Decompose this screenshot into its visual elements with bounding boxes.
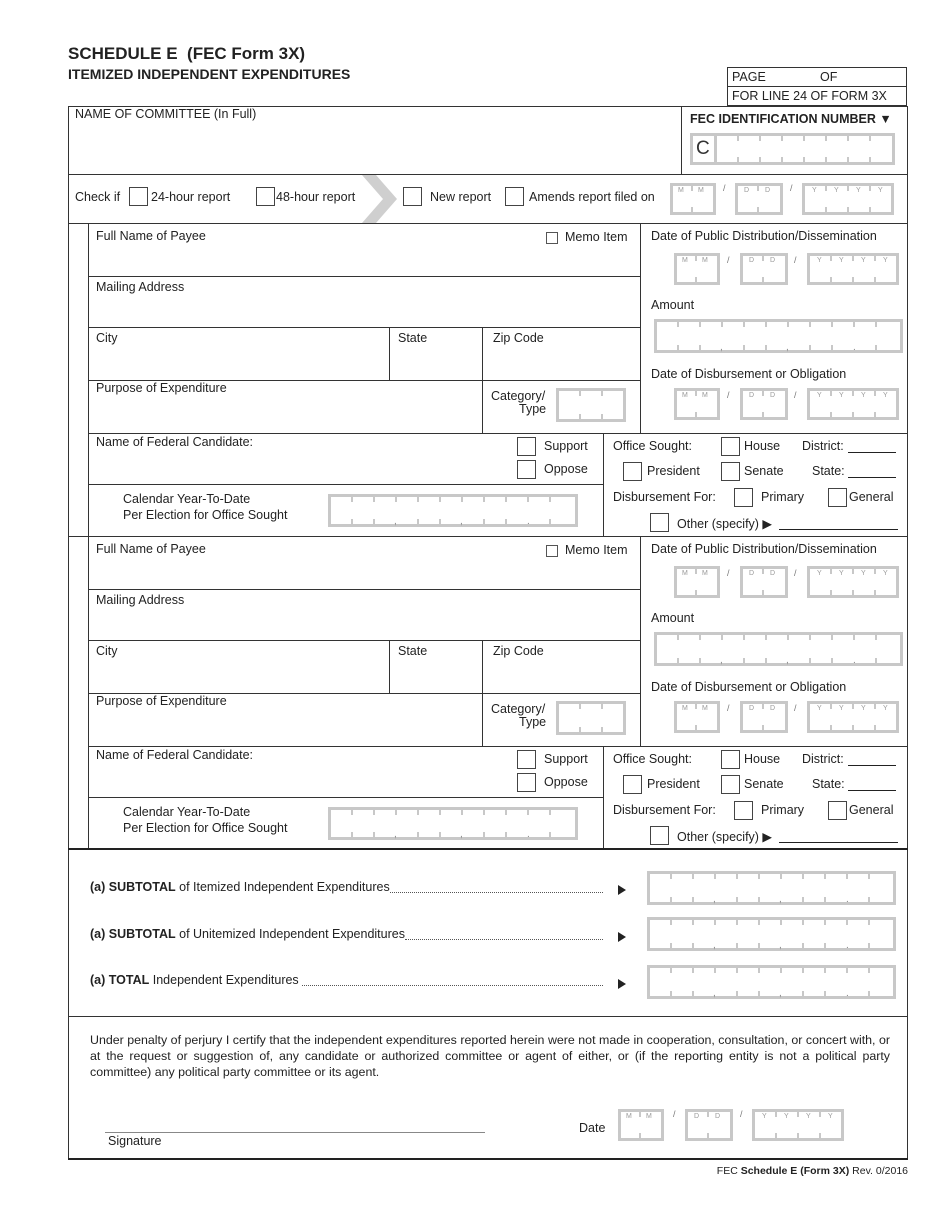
subtotal-itemized-amount[interactable]: , , . (647, 871, 896, 905)
candidate-label: Name of Federal Candidate: (96, 435, 254, 449)
other-checkbox[interactable] (650, 826, 669, 845)
city-label: City (96, 331, 118, 345)
committee-name-label: NAME OF COMMITTEE (In Full) (75, 107, 257, 121)
category-label-1: Category/ (491, 389, 546, 403)
fec-id-field[interactable] (690, 133, 895, 165)
certification-date-day[interactable]: D D (685, 1109, 733, 1141)
senate-checkbox[interactable] (721, 775, 740, 794)
signature-label: Signature (108, 1134, 162, 1148)
disbursement-date-month[interactable]: M M (674, 701, 720, 733)
subtotal-unitemized-amount[interactable]: , , . (647, 917, 896, 951)
district-label: District: (802, 439, 844, 453)
entry-2: Full Name of Payee Memo Item Date of Public Distribution/Dissemination M M / D D / Y Y Y Y Mailing Address Amount , , . City State Zip Code Date of Disbursement or Obligation Purpose of Expenditure Category/ Type M M / D D / Y Y Y Y Name of Federal Candidate: Support Oppose Office Sought: House District: President Senate State: Calendar Year-To-Date Per Election for Office Sought , , . Disbursement For: Primary General Other (specify) ▶ (68, 536, 908, 849)
fec-id-prefix: C (696, 138, 710, 159)
district-field[interactable] (848, 452, 896, 453)
ytd-label-1: Calendar Year-To-Date (123, 492, 251, 506)
dissemination-label: Date of Public Distribution/Dissemination (651, 542, 877, 556)
subtotal-itemized-label: (a) SUBTOTAL of Itemized Independent Expenditures (90, 880, 390, 894)
house-label: House (744, 752, 781, 766)
category-label-2: Type (519, 715, 547, 729)
state-field[interactable] (848, 477, 896, 478)
new-report-label: New report (430, 190, 492, 204)
category-field[interactable] (556, 388, 626, 422)
other-label: Other (specify) ▶ (677, 830, 773, 844)
page-box (727, 67, 907, 106)
disbursement-date-day[interactable]: D D (740, 388, 788, 420)
district-label: District: (802, 752, 844, 766)
other-checkbox[interactable] (650, 513, 669, 532)
category-field[interactable] (556, 701, 626, 735)
primary-checkbox[interactable] (734, 488, 753, 507)
footer (717, 1165, 908, 1177)
amends-date-month[interactable]: M M (670, 183, 716, 215)
president-checkbox[interactable] (623, 462, 642, 481)
dissemination-date-year[interactable]: Y Y Y Y (807, 566, 899, 598)
city-label: City (96, 644, 118, 658)
zip-label: Zip Code (493, 644, 544, 658)
senate-label: Senate (744, 777, 784, 791)
purpose-label: Purpose of Expenditure (96, 694, 227, 708)
footer-form-name: Schedule E (Form 3X) (740, 1165, 850, 1177)
disbursement-date-label: Date of Disbursement or Obligation (651, 367, 847, 381)
general-label: General (849, 803, 894, 817)
office-sought-label: Office Sought: (613, 439, 692, 453)
page-label: PAGE (732, 70, 766, 84)
support-label: Support (544, 752, 588, 766)
form-subtitle: ITEMIZED INDEPENDENT EXPENDITURES (68, 66, 351, 82)
dissemination-date-day[interactable]: D D (740, 253, 788, 285)
senate-checkbox[interactable] (721, 462, 740, 481)
amount-field[interactable]: , , . (654, 632, 903, 666)
state-label: State (398, 644, 428, 658)
amends-date-year[interactable]: Y Y Y Y (802, 183, 894, 215)
24-hour-checkbox[interactable] (129, 187, 148, 206)
dissemination-date-month[interactable]: M M (674, 566, 720, 598)
purpose-label: Purpose of Expenditure (96, 381, 227, 395)
office-sought-label: Office Sought: (613, 752, 692, 766)
amends-date-day[interactable]: D D (735, 183, 783, 215)
of-label: OF (820, 70, 838, 84)
state-field-label: State: (812, 777, 845, 791)
president-checkbox[interactable] (623, 775, 642, 794)
total-label: (a) TOTAL Independent Expenditures (90, 973, 299, 987)
new-report-checkbox[interactable] (403, 187, 422, 206)
arrow-right-icon (618, 932, 626, 942)
other-specify-field[interactable] (779, 842, 898, 843)
state-field-label: State: (812, 464, 845, 478)
memo-item-label: Memo Item (565, 543, 628, 557)
amount-field[interactable]: , , . (654, 319, 903, 353)
district-field[interactable] (848, 765, 896, 766)
48-hour-label: 48-hour report (276, 190, 356, 204)
mailing-address-label: Mailing Address (96, 593, 185, 607)
chevron-divider-icon (362, 175, 398, 223)
disbursement-for-label: Disbursement For: (613, 803, 716, 817)
48-hour-checkbox[interactable] (256, 187, 275, 206)
disbursement-date-label: Date of Disbursement or Obligation (651, 680, 847, 694)
footer-prefix: FEC (716, 1165, 738, 1177)
ytd-label-1: Calendar Year-To-Date (123, 805, 251, 819)
certification-date-month[interactable]: M M (618, 1109, 664, 1141)
subtotal-unitemized-label: (a) SUBTOTAL of Unitemized Independent Expenditures (90, 927, 405, 941)
oppose-checkbox[interactable] (517, 773, 536, 792)
memo-item-checkbox[interactable] (546, 232, 558, 244)
footer-revision: Rev. 0/2016 (852, 1165, 908, 1177)
primary-checkbox[interactable] (734, 801, 753, 820)
schedule-title: SCHEDULE E (68, 44, 178, 63)
general-checkbox[interactable] (828, 488, 847, 507)
committee-name-field[interactable] (70, 124, 680, 172)
certification-date-label: Date (579, 1121, 606, 1135)
disbursement-date-month[interactable]: M M (674, 388, 720, 420)
oppose-label: Oppose (544, 462, 588, 476)
house-checkbox[interactable] (721, 750, 740, 769)
dissemination-date-month[interactable]: M M (674, 253, 720, 285)
category-label-2: Type (519, 402, 547, 416)
signature-line[interactable] (105, 1132, 485, 1133)
amount-label: Amount (651, 298, 695, 312)
certification-date-year[interactable]: Y Y Y Y (752, 1109, 844, 1141)
president-label: President (647, 777, 700, 791)
senate-label: Senate (744, 464, 784, 478)
other-label: Other (specify) ▶ (677, 517, 773, 531)
entry-1: Full Name of Payee Memo Item Date of Public Distribution/Dissemination M M / D D / Y Y Y Y Mailing Address Amount , , . City State Zip Code Date of Disbursement or Obligation Purpose of Expenditure Category/ Type M M / D D / Y Y Y Y Name of Federal Candidate: Support Oppose Office Sought: House District: President Senate State: Calendar Year-To-Date Per Election for Office Sought , , . Disbursement For: Primary General Other (specify) ▶ (68, 223, 908, 536)
support-checkbox[interactable] (517, 750, 536, 769)
oppose-label: Oppose (544, 775, 588, 789)
total-amount[interactable]: , , . (647, 965, 896, 999)
payee-label: Full Name of Payee (96, 229, 206, 243)
memo-item-checkbox[interactable] (546, 545, 558, 557)
arrow-right-icon (618, 885, 626, 895)
form-number: (FEC Form 3X) (187, 44, 306, 63)
check-if-label: Check if (75, 190, 121, 204)
general-label: General (849, 490, 894, 504)
mailing-address-label: Mailing Address (96, 280, 185, 294)
other-specify-field[interactable] (779, 529, 898, 530)
arrow-right-icon (618, 979, 626, 989)
house-checkbox[interactable] (721, 437, 740, 456)
zip-label: Zip Code (493, 331, 544, 345)
ytd-amount-field[interactable]: , , . (328, 494, 578, 527)
dissemination-date-year[interactable]: Y Y Y Y (807, 253, 899, 285)
dissemination-label: Date of Public Distribution/Dissemination (651, 229, 877, 243)
support-checkbox[interactable] (517, 437, 536, 456)
president-label: President (647, 464, 700, 478)
state-field[interactable] (848, 790, 896, 791)
state-label: State (398, 331, 428, 345)
primary-label: Primary (761, 803, 805, 817)
disbursement-date-year[interactable]: Y Y Y Y (807, 388, 899, 420)
house-label: House (744, 439, 781, 453)
24-hour-label: 24-hour report (151, 190, 231, 204)
support-label: Support (544, 439, 588, 453)
oppose-checkbox[interactable] (517, 460, 536, 479)
amends-label: Amends report filed on (529, 190, 655, 204)
amount-label: Amount (651, 611, 695, 625)
candidate-label: Name of Federal Candidate: (96, 748, 254, 762)
amends-checkbox[interactable] (505, 187, 524, 206)
form-line-label: FOR LINE 24 OF FORM 3X (732, 89, 887, 103)
dissemination-date-day[interactable]: D D (740, 566, 788, 598)
certification-text: Under penalty of perjury I certify that the independent expenditures reported herein were not made in cooperation, consultation, or concert with, or at the request or suggestion of, any candidate or authorized committee or agent of either, or (if the reporting entity is not a political party committee) any political party committee or its agent. (90, 1033, 890, 1079)
memo-item-label: Memo Item (565, 230, 628, 244)
category-label-1: Category/ (491, 702, 546, 716)
form-title (68, 44, 305, 64)
primary-label: Primary (761, 490, 805, 504)
disbursement-date-day[interactable]: D D (740, 701, 788, 733)
ytd-amount-field[interactable]: , , . (328, 807, 578, 840)
disbursement-for-label: Disbursement For: (613, 490, 716, 504)
disbursement-date-year[interactable]: Y Y Y Y (807, 701, 899, 733)
general-checkbox[interactable] (828, 801, 847, 820)
ytd-label-2: Per Election for Office Sought (123, 508, 288, 522)
ytd-label-2: Per Election for Office Sought (123, 821, 288, 835)
fec-id-label: FEC IDENTIFICATION NUMBER ▼ (690, 112, 892, 126)
payee-label: Full Name of Payee (96, 542, 206, 556)
